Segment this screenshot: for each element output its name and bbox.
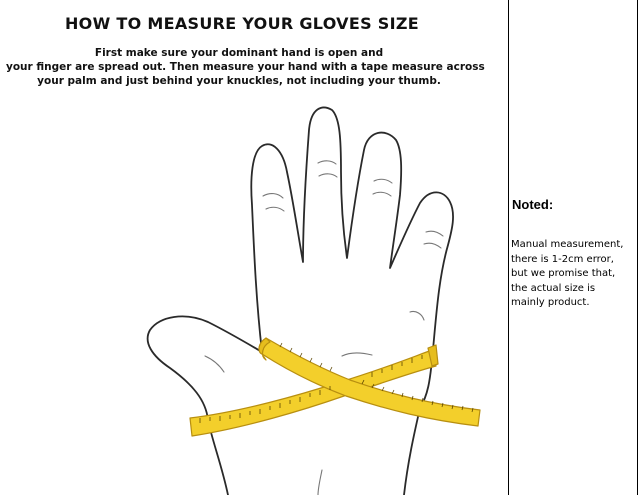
notes-line: the actual size is [511,282,596,294]
notes-line: there is 1-2cm error, [511,253,614,265]
right-border [637,0,638,495]
notes-body [511,238,637,311]
thumb-outline [148,316,262,495]
notes-line: mainly product. [511,297,590,309]
hand-outline [251,107,453,495]
notes-line: but we promise that, [511,268,616,280]
guide-instructions [6,46,485,88]
guide-title: HOW TO MEASURE YOUR GLOVES SIZE [64,14,419,33]
instruction-line: your finger are spread out. Then measure your hand with a tape measure across [6,61,485,73]
instruction-line: First make sure your dominant hand is open and [94,47,384,59]
hand-with-tape-measure-illustration [130,100,500,495]
notes-heading: Noted: [512,197,554,212]
instruction-line: your palm and just behind your knuckles, not including your thumb. [37,75,441,87]
notes-panel [509,0,637,495]
notes-line: Manual measurement, [511,239,624,250]
